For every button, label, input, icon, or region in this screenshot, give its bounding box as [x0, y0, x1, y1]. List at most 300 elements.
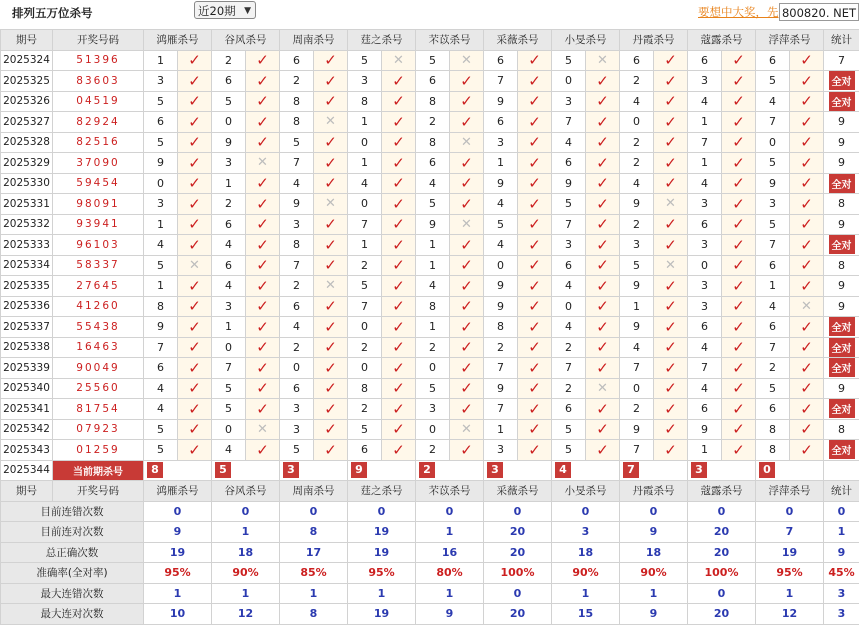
period-number: 2025340	[1, 378, 53, 399]
header-expert: 蔻露杀号	[688, 481, 756, 502]
kill-number: 5	[348, 419, 382, 440]
stats-value: 12	[756, 604, 824, 625]
kill-number: 3	[688, 276, 722, 297]
kill-number: 4	[348, 173, 382, 194]
kill-number: 0	[144, 173, 178, 194]
check-icon: ✓	[382, 194, 416, 215]
period-number: 2025324	[1, 50, 53, 71]
draw-number: 59454	[53, 173, 144, 194]
kill-number: 0	[348, 317, 382, 338]
draw-number: 51396	[53, 50, 144, 71]
check-icon: ✓	[178, 440, 212, 461]
check-icon: ✓	[722, 235, 756, 256]
kill-number: 7	[280, 153, 314, 174]
current-kill-number: 9	[351, 462, 367, 478]
kill-number: 7	[484, 71, 518, 92]
cross-icon: ✕	[382, 50, 416, 71]
stats-value: 0	[484, 501, 552, 522]
kill-number: 9	[620, 194, 654, 215]
check-icon: ✓	[722, 153, 756, 174]
kill-number: 1	[348, 235, 382, 256]
draw-number: 83603	[53, 71, 144, 92]
check-icon: ✓	[518, 214, 552, 235]
kill-number: 7	[484, 399, 518, 420]
kill-number: 0	[416, 419, 450, 440]
kill-number: 7	[552, 214, 586, 235]
kill-number: 7	[280, 255, 314, 276]
check-icon: ✓	[790, 132, 824, 153]
kill-number: 8	[348, 91, 382, 112]
kill-number: 0	[552, 71, 586, 92]
check-icon: ✓	[178, 276, 212, 297]
kill-number: 9	[756, 173, 790, 194]
stats-total: 9	[824, 542, 859, 563]
stats-value: 19	[756, 542, 824, 563]
row-stat: 8	[824, 255, 859, 276]
row-stat	[824, 337, 859, 358]
kill-number: 3	[280, 214, 314, 235]
kill-number: 1	[416, 255, 450, 276]
kill-number: 3	[484, 440, 518, 461]
check-icon: ✓	[722, 173, 756, 194]
period-select-value: 近20期	[198, 4, 236, 18]
stats-value: 20	[484, 522, 552, 543]
row-stat: 8	[824, 419, 859, 440]
check-icon: ✓	[654, 276, 688, 297]
check-icon: ✓	[382, 317, 416, 338]
check-icon: ✓	[450, 317, 484, 338]
check-icon: ✓	[246, 112, 280, 133]
stats-value: 1	[280, 583, 348, 604]
current-period-row	[1, 460, 859, 481]
check-icon: ✓	[246, 378, 280, 399]
check-icon: ✓	[790, 71, 824, 92]
kill-number: 1	[620, 296, 654, 317]
stats-value: 0	[552, 501, 620, 522]
header-expert: 周南杀号	[280, 30, 348, 51]
kill-number: 1	[688, 153, 722, 174]
check-icon: ✓	[178, 50, 212, 71]
period-number: 2025339	[1, 358, 53, 379]
check-icon: ✓	[178, 71, 212, 92]
table-row	[1, 296, 859, 317]
check-icon: ✓	[790, 153, 824, 174]
kill-number: 9	[484, 173, 518, 194]
kill-number: 6	[688, 214, 722, 235]
kill-number: 6	[280, 50, 314, 71]
kill-number: 7	[688, 358, 722, 379]
kill-number: 6	[212, 214, 246, 235]
check-icon: ✓	[722, 50, 756, 71]
check-icon: ✓	[654, 173, 688, 194]
table-row	[1, 71, 859, 92]
kill-number: 2	[280, 337, 314, 358]
all-correct-badge: 全对	[829, 71, 855, 90]
kill-number: 4	[756, 91, 790, 112]
kill-number: 3	[212, 296, 246, 317]
check-icon: ✓	[586, 132, 620, 153]
check-icon: ✓	[382, 358, 416, 379]
check-icon: ✓	[382, 255, 416, 276]
stats-value: 1	[552, 583, 620, 604]
check-icon: ✓	[586, 276, 620, 297]
all-correct-badge: 全对	[829, 440, 855, 459]
check-icon: ✓	[450, 153, 484, 174]
kill-number: 2	[212, 50, 246, 71]
check-icon: ✓	[450, 235, 484, 256]
check-icon: ✓	[654, 440, 688, 461]
kill-number: 1	[416, 317, 450, 338]
kill-number: 3	[212, 153, 246, 174]
stats-value: 1	[144, 583, 212, 604]
kill-number: 6	[688, 399, 722, 420]
kill-number: 2	[756, 358, 790, 379]
row-stat: 9	[824, 153, 859, 174]
draw-number: 55438	[53, 317, 144, 338]
table-row	[1, 255, 859, 276]
check-icon: ✓	[178, 194, 212, 215]
kill-number: 4	[620, 173, 654, 194]
row-stat	[824, 440, 859, 461]
stats-label: 准确率(全对率)	[1, 563, 144, 584]
cross-icon: ✕	[654, 194, 688, 215]
stats-value: 1	[416, 583, 484, 604]
kill-number: 4	[688, 378, 722, 399]
row-stat	[824, 91, 859, 112]
all-correct-badge: 全对	[829, 174, 855, 193]
kill-number: 5	[144, 255, 178, 276]
stats-value: 19	[144, 542, 212, 563]
check-icon: ✓	[722, 296, 756, 317]
check-icon: ✓	[790, 112, 824, 133]
site-watermark: 800820. NET	[779, 3, 859, 21]
row-stat: 8	[824, 194, 859, 215]
check-icon: ✓	[178, 91, 212, 112]
check-icon: ✓	[722, 317, 756, 338]
kill-number: 9	[416, 214, 450, 235]
check-icon: ✓	[722, 399, 756, 420]
check-icon: ✓	[246, 317, 280, 338]
table-row	[1, 337, 859, 358]
draw-number: 90049	[53, 358, 144, 379]
check-icon: ✓	[586, 440, 620, 461]
check-icon: ✓	[518, 419, 552, 440]
check-icon: ✓	[654, 378, 688, 399]
check-icon: ✓	[654, 399, 688, 420]
stats-total: 3	[824, 604, 859, 625]
kill-number: 4	[552, 276, 586, 297]
kill-number: 6	[416, 153, 450, 174]
kill-number: 2	[620, 399, 654, 420]
check-icon: ✓	[382, 173, 416, 194]
check-icon: ✓	[586, 235, 620, 256]
check-icon: ✓	[722, 276, 756, 297]
page-title: 排列五万位杀号	[12, 5, 93, 21]
kill-number: 5	[212, 378, 246, 399]
check-icon: ✓	[790, 419, 824, 440]
kill-number: 4	[552, 132, 586, 153]
kill-number: 0	[756, 132, 790, 153]
kill-number: 1	[348, 112, 382, 133]
check-icon: ✓	[450, 91, 484, 112]
draw-number: 98091	[53, 194, 144, 215]
check-icon: ✓	[790, 255, 824, 276]
table-row	[1, 50, 859, 71]
check-icon: ✓	[654, 419, 688, 440]
stats-value: 0	[756, 501, 824, 522]
check-icon: ✓	[178, 399, 212, 420]
stats-value: 90%	[552, 563, 620, 584]
check-icon: ✓	[450, 255, 484, 276]
check-icon: ✓	[450, 194, 484, 215]
check-icon: ✓	[586, 296, 620, 317]
current-kill-cell	[416, 460, 484, 481]
kill-number: 6	[484, 112, 518, 133]
period-number: 2025330	[1, 173, 53, 194]
check-icon: ✓	[382, 132, 416, 153]
stats-total: 1	[824, 522, 859, 543]
kill-number: 5	[348, 276, 382, 297]
check-icon: ✓	[722, 440, 756, 461]
period-number: 2025341	[1, 399, 53, 420]
kill-number: 5	[144, 91, 178, 112]
all-correct-badge: 全对	[829, 338, 855, 357]
kill-number: 3	[348, 71, 382, 92]
kill-number: 5	[484, 214, 518, 235]
kill-number: 7	[756, 112, 790, 133]
kill-number: 9	[620, 317, 654, 338]
stats-label: 最大连错次数	[1, 583, 144, 604]
kill-number: 0	[484, 255, 518, 276]
kill-number: 7	[212, 358, 246, 379]
kill-number: 2	[620, 71, 654, 92]
kill-number: 1	[688, 440, 722, 461]
kill-number: 6	[144, 358, 178, 379]
check-icon: ✓	[178, 235, 212, 256]
kill-number: 6	[552, 255, 586, 276]
current-kill-number: 5	[215, 462, 231, 478]
check-icon: ✓	[382, 214, 416, 235]
stats-value: 90%	[620, 563, 688, 584]
kill-number: 2	[280, 276, 314, 297]
kill-number: 3	[280, 399, 314, 420]
check-icon: ✓	[518, 235, 552, 256]
kill-number: 3	[552, 91, 586, 112]
check-icon: ✓	[518, 71, 552, 92]
kill-number: 4	[756, 296, 790, 317]
kill-number: 2	[280, 71, 314, 92]
current-kill-cell	[144, 460, 212, 481]
check-icon: ✓	[586, 112, 620, 133]
kill-number: 9	[212, 132, 246, 153]
check-icon: ✓	[654, 132, 688, 153]
current-kill-number: 3	[691, 462, 707, 478]
header-expert: 小旻杀号	[552, 481, 620, 502]
kill-number-table	[0, 29, 859, 625]
check-icon: ✓	[654, 91, 688, 112]
row-stat	[824, 71, 859, 92]
header-stat: 统计	[824, 481, 859, 502]
stats-value: 9	[620, 604, 688, 625]
kill-number: 7	[756, 337, 790, 358]
kill-number: 5	[756, 153, 790, 174]
row-stat: 9	[824, 112, 859, 133]
period-number: 2025327	[1, 112, 53, 133]
header-expert: 芣苡杀号	[416, 30, 484, 51]
check-icon: ✓	[178, 112, 212, 133]
kill-number: 5	[144, 132, 178, 153]
kill-number: 6	[688, 317, 722, 338]
kill-number: 8	[144, 296, 178, 317]
kill-number: 2	[484, 337, 518, 358]
kill-number: 4	[144, 378, 178, 399]
check-icon: ✓	[518, 255, 552, 276]
kill-number: 0	[348, 132, 382, 153]
table-row	[1, 153, 859, 174]
stats-value: 0	[144, 501, 212, 522]
stats-row	[1, 604, 859, 625]
kill-number: 3	[620, 235, 654, 256]
check-icon: ✓	[790, 378, 824, 399]
header-stat: 统计	[824, 30, 859, 51]
period-number: 2025328	[1, 132, 53, 153]
check-icon: ✓	[314, 91, 348, 112]
current-kill-number: 2	[419, 462, 435, 478]
check-icon: ✓	[722, 194, 756, 215]
kill-number: 3	[756, 194, 790, 215]
check-icon: ✓	[586, 194, 620, 215]
check-icon: ✓	[314, 440, 348, 461]
kill-number: 2	[620, 132, 654, 153]
check-icon: ✓	[654, 50, 688, 71]
kill-number: 8	[756, 419, 790, 440]
stats-label: 目前连对次数	[1, 522, 144, 543]
current-period-number: 2025344	[1, 460, 53, 481]
kill-number: 5	[212, 399, 246, 420]
stats-value: 0	[212, 501, 280, 522]
kill-number: 9	[552, 173, 586, 194]
check-icon: ✓	[450, 296, 484, 317]
current-kill-number: 4	[555, 462, 571, 478]
kill-number: 4	[484, 194, 518, 215]
check-icon: ✓	[586, 337, 620, 358]
check-icon: ✓	[654, 358, 688, 379]
current-kill-cell	[280, 460, 348, 481]
kill-number: 8	[416, 91, 450, 112]
kill-number: 4	[688, 173, 722, 194]
check-icon: ✓	[722, 337, 756, 358]
kill-number: 9	[688, 419, 722, 440]
draw-number: 27645	[53, 276, 144, 297]
kill-number: 9	[484, 378, 518, 399]
period-number: 2025325	[1, 71, 53, 92]
header-expert: 丹霞杀号	[620, 481, 688, 502]
check-icon: ✓	[722, 378, 756, 399]
chevron-down-icon: ▼	[244, 2, 251, 20]
top-bar	[0, 0, 859, 26]
stats-label: 目前连错次数	[1, 501, 144, 522]
check-icon: ✓	[790, 91, 824, 112]
stats-label: 总正确次数	[1, 542, 144, 563]
kill-number: 6	[144, 112, 178, 133]
period-select[interactable]	[194, 1, 256, 19]
stats-value: 20	[484, 604, 552, 625]
check-icon: ✓	[518, 296, 552, 317]
kill-number: 4	[484, 235, 518, 256]
promo-link[interactable]: 要想中大奖，先	[698, 4, 779, 20]
stats-value: 20	[688, 522, 756, 543]
stats-row	[1, 522, 859, 543]
current-kill-label: 当前期杀号	[53, 460, 144, 481]
period-number: 2025333	[1, 235, 53, 256]
check-icon: ✓	[246, 235, 280, 256]
check-icon: ✓	[382, 440, 416, 461]
kill-number: 4	[144, 235, 178, 256]
header-expert: 小旻杀号	[552, 30, 620, 51]
kill-number: 5	[756, 214, 790, 235]
kill-number: 5	[416, 50, 450, 71]
table-row	[1, 235, 859, 256]
kill-number: 8	[280, 91, 314, 112]
stats-value: 1	[212, 522, 280, 543]
kill-number: 0	[620, 378, 654, 399]
stats-value: 80%	[416, 563, 484, 584]
kill-number: 5	[212, 91, 246, 112]
kill-number: 6	[552, 153, 586, 174]
kill-number: 3	[688, 235, 722, 256]
check-icon: ✓	[382, 276, 416, 297]
kill-number: 1	[484, 153, 518, 174]
check-icon: ✓	[314, 317, 348, 338]
period-number: 2025329	[1, 153, 53, 174]
check-icon: ✓	[654, 235, 688, 256]
cross-icon: ✕	[450, 214, 484, 235]
kill-number: 0	[212, 112, 246, 133]
period-number: 2025336	[1, 296, 53, 317]
row-stat	[824, 173, 859, 194]
stats-value: 16	[416, 542, 484, 563]
kill-number: 5	[552, 419, 586, 440]
check-icon: ✓	[178, 173, 212, 194]
kill-number: 2	[348, 399, 382, 420]
kill-number: 8	[484, 317, 518, 338]
check-icon: ✓	[314, 235, 348, 256]
kill-number: 0	[416, 358, 450, 379]
stats-value: 1	[348, 583, 416, 604]
kill-number: 5	[416, 194, 450, 215]
stats-value: 0	[280, 501, 348, 522]
header-expert: 谷风杀号	[212, 30, 280, 51]
check-icon: ✓	[178, 214, 212, 235]
stats-value: 90%	[212, 563, 280, 584]
kill-number: 6	[280, 296, 314, 317]
check-icon: ✓	[382, 112, 416, 133]
current-kill-cell	[620, 460, 688, 481]
period-number: 2025326	[1, 91, 53, 112]
kill-number: 3	[688, 296, 722, 317]
header-expert: 谷风杀号	[212, 481, 280, 502]
check-icon: ✓	[518, 399, 552, 420]
kill-number: 5	[348, 50, 382, 71]
kill-number: 6	[484, 50, 518, 71]
check-icon: ✓	[790, 317, 824, 338]
kill-number: 1	[416, 235, 450, 256]
kill-number: 5	[552, 194, 586, 215]
stats-value: 95%	[144, 563, 212, 584]
check-icon: ✓	[654, 296, 688, 317]
check-icon: ✓	[518, 194, 552, 215]
row-stat: 9	[824, 276, 859, 297]
